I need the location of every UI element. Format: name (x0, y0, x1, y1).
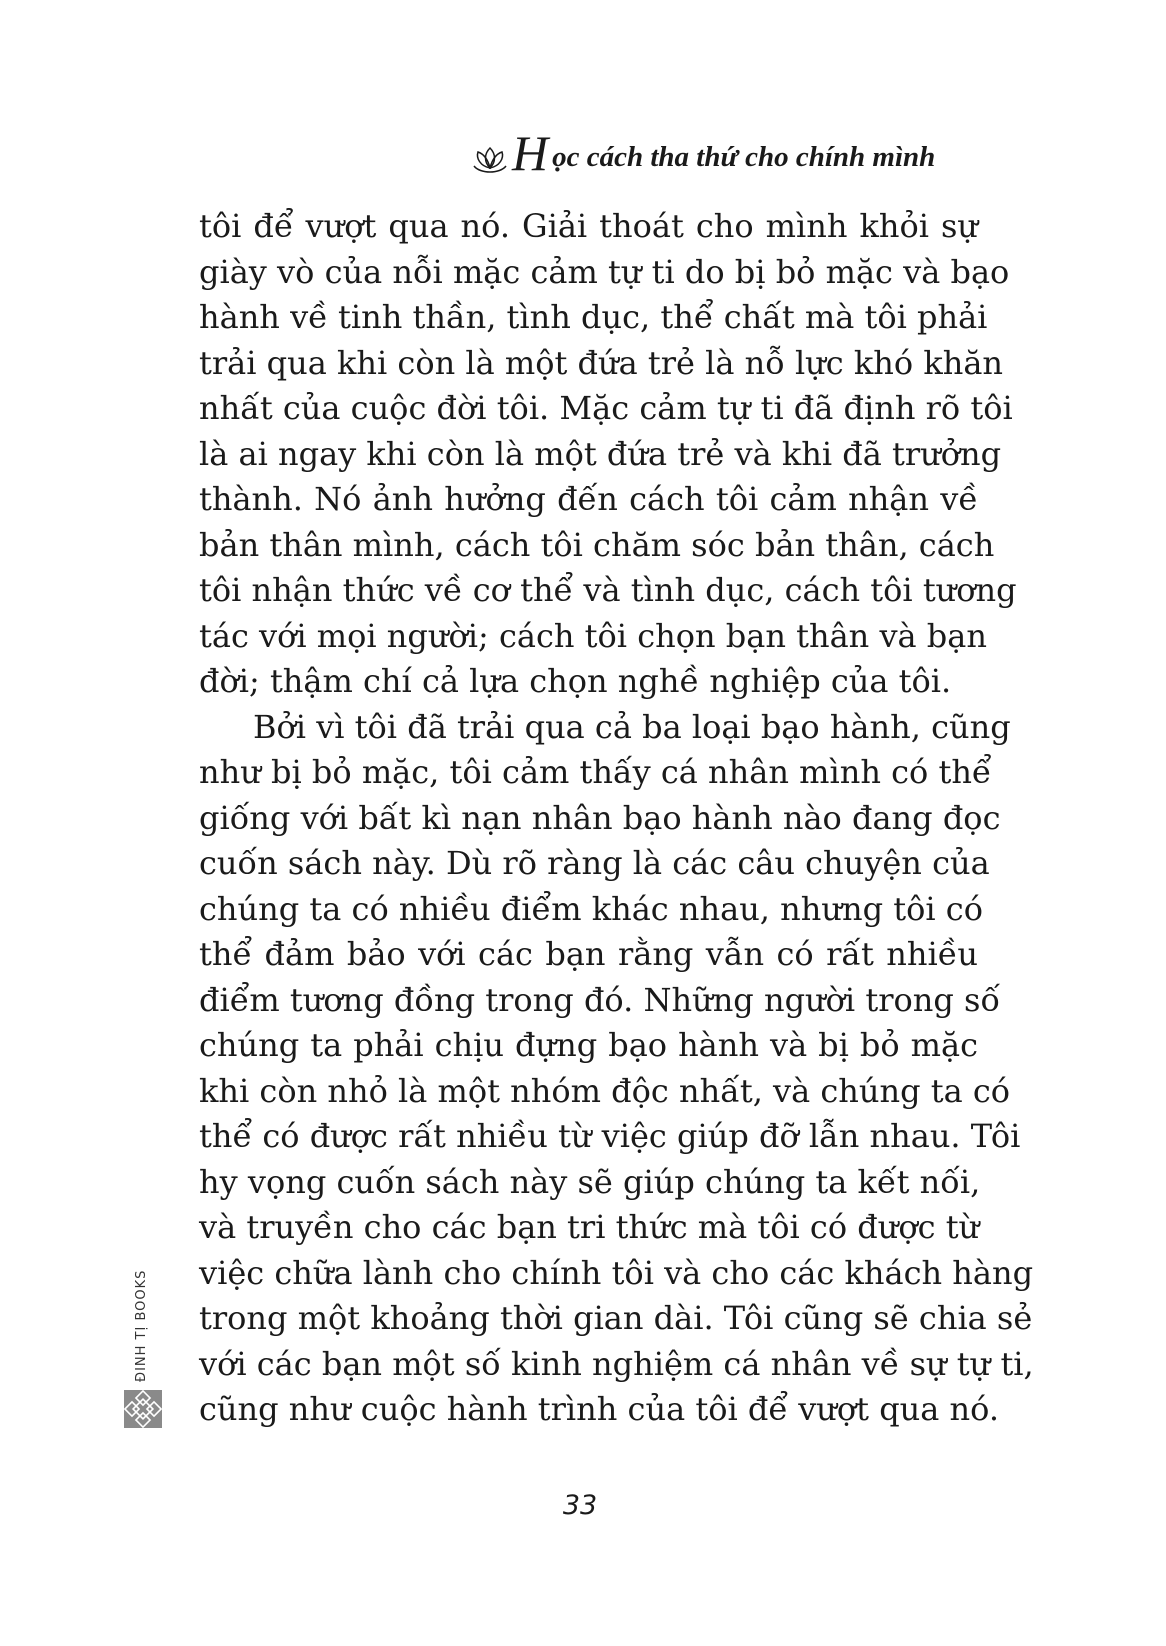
text-line: là ai ngay khi còn là một đứa trẻ và khi đã trưởng (199, 434, 1002, 473)
text-line: cuốn sách này. Dù rõ ràng là các câu chuyện của (199, 844, 990, 882)
text-line: thể có được rất nhiều từ việc giúp đỡ lẫn nhau. Tôi (199, 1117, 1021, 1155)
header-title: ọc cách tha thứ cho chính mình (552, 141, 936, 173)
text-line: hành về tinh thần, tình dục, thể chất mà tôi phải (199, 298, 988, 336)
text-line: thể đảm bảo với các bạn rằng vẫn có rất nhiều (199, 935, 978, 973)
text-line: nhất của cuộc đời tôi. Mặc cảm tự ti đã định rõ tôi (199, 389, 1013, 427)
text-line: trải qua khi còn là một đứa trẻ là nỗ lực khó khăn (199, 343, 1003, 382)
body-text (199, 204, 1034, 1433)
dinhti-logo-icon (124, 1390, 162, 1428)
text-line: Bởi vì tôi đã trải qua cả ba loại bạo hành, cũng (253, 707, 1011, 746)
text-line: bản thân mình, cách tôi chăm sóc bản thân, cách (199, 525, 995, 564)
text-line: chúng ta phải chịu đựng bạo hành và bị bỏ mặc (199, 1026, 978, 1064)
text-line: khi còn nhỏ là một nhóm độc nhất, và chúng ta có (199, 1071, 1011, 1110)
lotus-icon (470, 144, 510, 178)
publisher-name: ĐINH TỊ BOOKS (134, 1269, 149, 1382)
running-header (470, 125, 990, 181)
text-line: tác với mọi người; cách tôi chọn bạn thân và bạn (199, 616, 987, 655)
text-line: tôi để vượt qua nó. Giải thoát cho mình khỏi sự (199, 207, 978, 245)
text-line: thành. Nó ảnh hưởng đến cách tôi cảm nhận về (199, 480, 978, 518)
page-number: 33 (562, 1490, 598, 1521)
header-title-initial: H (512, 125, 549, 181)
text-line: việc chữa lành cho chính tôi và cho các khách hàng (199, 1253, 1034, 1292)
text-line: như bị bỏ mặc, tôi cảm thấy cá nhân mình có thể (199, 753, 992, 791)
text-line: cũng như cuộc hành trình của tôi để vượt qua nó. (199, 1390, 1000, 1428)
text-line: với các bạn một số kinh nghiệm cá nhân về sự tự ti, (199, 1344, 1034, 1383)
text-line: giống với bất kì nạn nhân bạo hành nào đang đọc (199, 798, 1001, 837)
text-line: điểm tương đồng trong đó. Những người trong số (199, 980, 1001, 1019)
text-line: trong một khoảng thời gian dài. Tôi cũng sẽ chia sẻ (199, 1299, 1033, 1337)
text-line: đời; thậm chí cả lựa chọn nghề nghiệp của tôi. (199, 662, 952, 700)
text-line: và truyền cho các bạn tri thức mà tôi có được từ (199, 1208, 980, 1246)
side-brand (124, 1266, 164, 1426)
text-line: hy vọng cuốn sách này sẽ giúp chúng ta kết nối, (199, 1162, 981, 1201)
text-line: tôi nhận thức về cơ thể và tình dục, cách tôi tương (199, 571, 1017, 609)
text-line: giày vò của nỗi mặc cảm tự ti do bị bỏ mặc và bạo (199, 252, 1010, 291)
text-line: chúng ta có nhiều điểm khác nhau, nhưng tôi có (199, 889, 983, 928)
